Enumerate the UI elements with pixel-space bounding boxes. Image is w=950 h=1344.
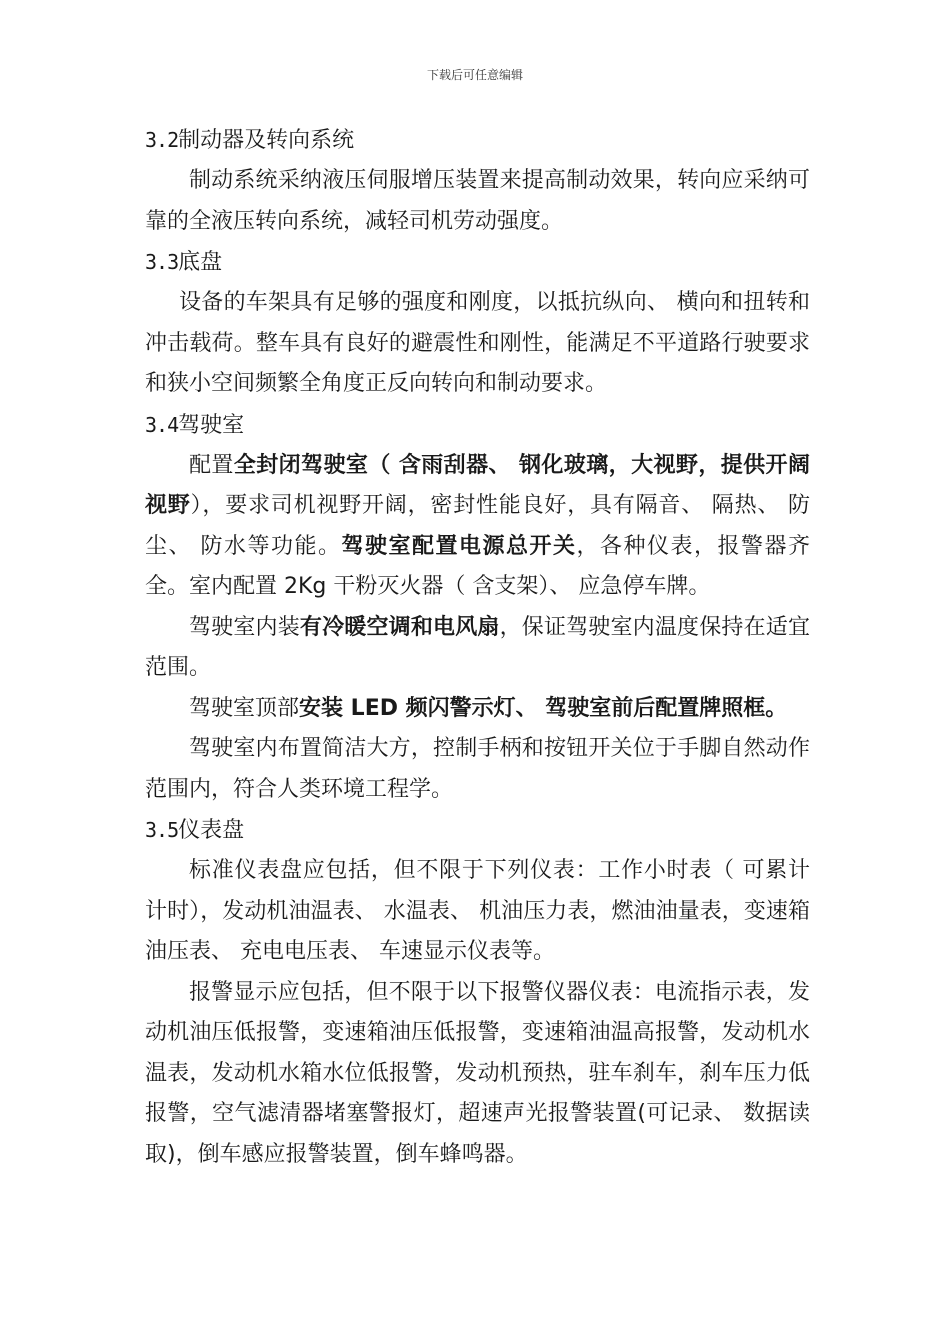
section-title: 仪表盘 [178, 818, 245, 843]
bold-text-run: 安装 LED 频闪警示灯、 驾驶室前后配置牌照框。 [299, 695, 788, 721]
paragraph-cab-layout: 驾驶室内布置简洁大方，控制手柄和按钮开关位于手脚自然动作范围内，符合人类环境工程学。 [145, 736, 810, 802]
paragraph-brakes: 制动系统采纳液压伺服增压装置来提高制动效果，转向应采纳可靠的全液压转向系统，减轻司机劳动强度。 [145, 168, 810, 234]
section-heading-3-5 [145, 810, 810, 851]
section-number: 3.5 [145, 818, 179, 842]
section-heading-3-2 [145, 120, 810, 161]
section-number: 3.2 [145, 128, 179, 152]
text-run: 配置 [189, 452, 234, 478]
section-heading-3-3 [145, 242, 810, 283]
page-header: 下载后可任意编辑 [426, 68, 523, 82]
bold-text-run: 有冷暖空调和电风扇 [299, 614, 500, 640]
paragraph-alarms: 报警显示应包括，但不限于以下报警仪器仪表：电流指示表，发动机油压低报警，变速箱油压低报警，变速箱油温高报警，发动机水温表，发动机水箱水位低报警，发动机预热，驻车刹车，刹车压力低报警，空气滤清器堵塞警报灯，超速声光报警装置(可记录、 数据读取)，倒车感应报警装置，倒车蜂鸣器。 [145, 979, 810, 1167]
section-title: 驾驶室 [178, 412, 245, 438]
section-title: 制动器及转向系统 [178, 128, 355, 153]
document-body [145, 120, 810, 1175]
section-number: 3.3 [145, 250, 179, 274]
paragraph-instruments: 标准仪表盘应包括，但不限于下列仪表：工作小时表（ 可累计计时），发动机油温表、 水温表、 机油压力表，燃油油量表，变速箱油压表、 充电电压表、 车速显示仪表等。 [145, 858, 810, 964]
text-run: ，保证驾驶室内温度保持在适宜范围。 [145, 614, 810, 680]
text-run: 驾驶室内装 [189, 614, 300, 640]
paragraph-cab-config [145, 446, 810, 608]
text-run: ，各种仪表，报警器齐全。室内配置 2Kg 干粉灭火器（ 含支架）、 应急停车牌。 [145, 533, 810, 599]
bold-text-run: （ 含雨刮器、 钢化玻璃，大视野，提供开阔视野 [145, 452, 810, 518]
text-run: 驾驶室顶部 [189, 695, 300, 721]
paragraph-cab-ac [145, 608, 810, 689]
paragraph-cab-lights [145, 689, 810, 730]
bold-text-run: 全封闭驾驶室 [233, 452, 369, 478]
bold-text-run: 驾驶室配置电源总开关 [341, 533, 577, 559]
section-number: 3.4 [145, 412, 179, 437]
section-title: 底盘 [178, 250, 223, 275]
paragraph-chassis: 设备的车架具有足够的强度和刚度，以抵抗纵向、 横向和扭转和冲击载荷。整车具有良好的避震性和刚性，能满足不平道路行驶要求和狭小空间频繁全角度正反向转向和制动要求。 [145, 290, 810, 396]
section-heading-3-4 [145, 405, 810, 446]
text-run: ），要求司机视野开阔，密封性能良好，具有隔音、 隔热、 防尘、 防水等功能。 [145, 493, 810, 559]
